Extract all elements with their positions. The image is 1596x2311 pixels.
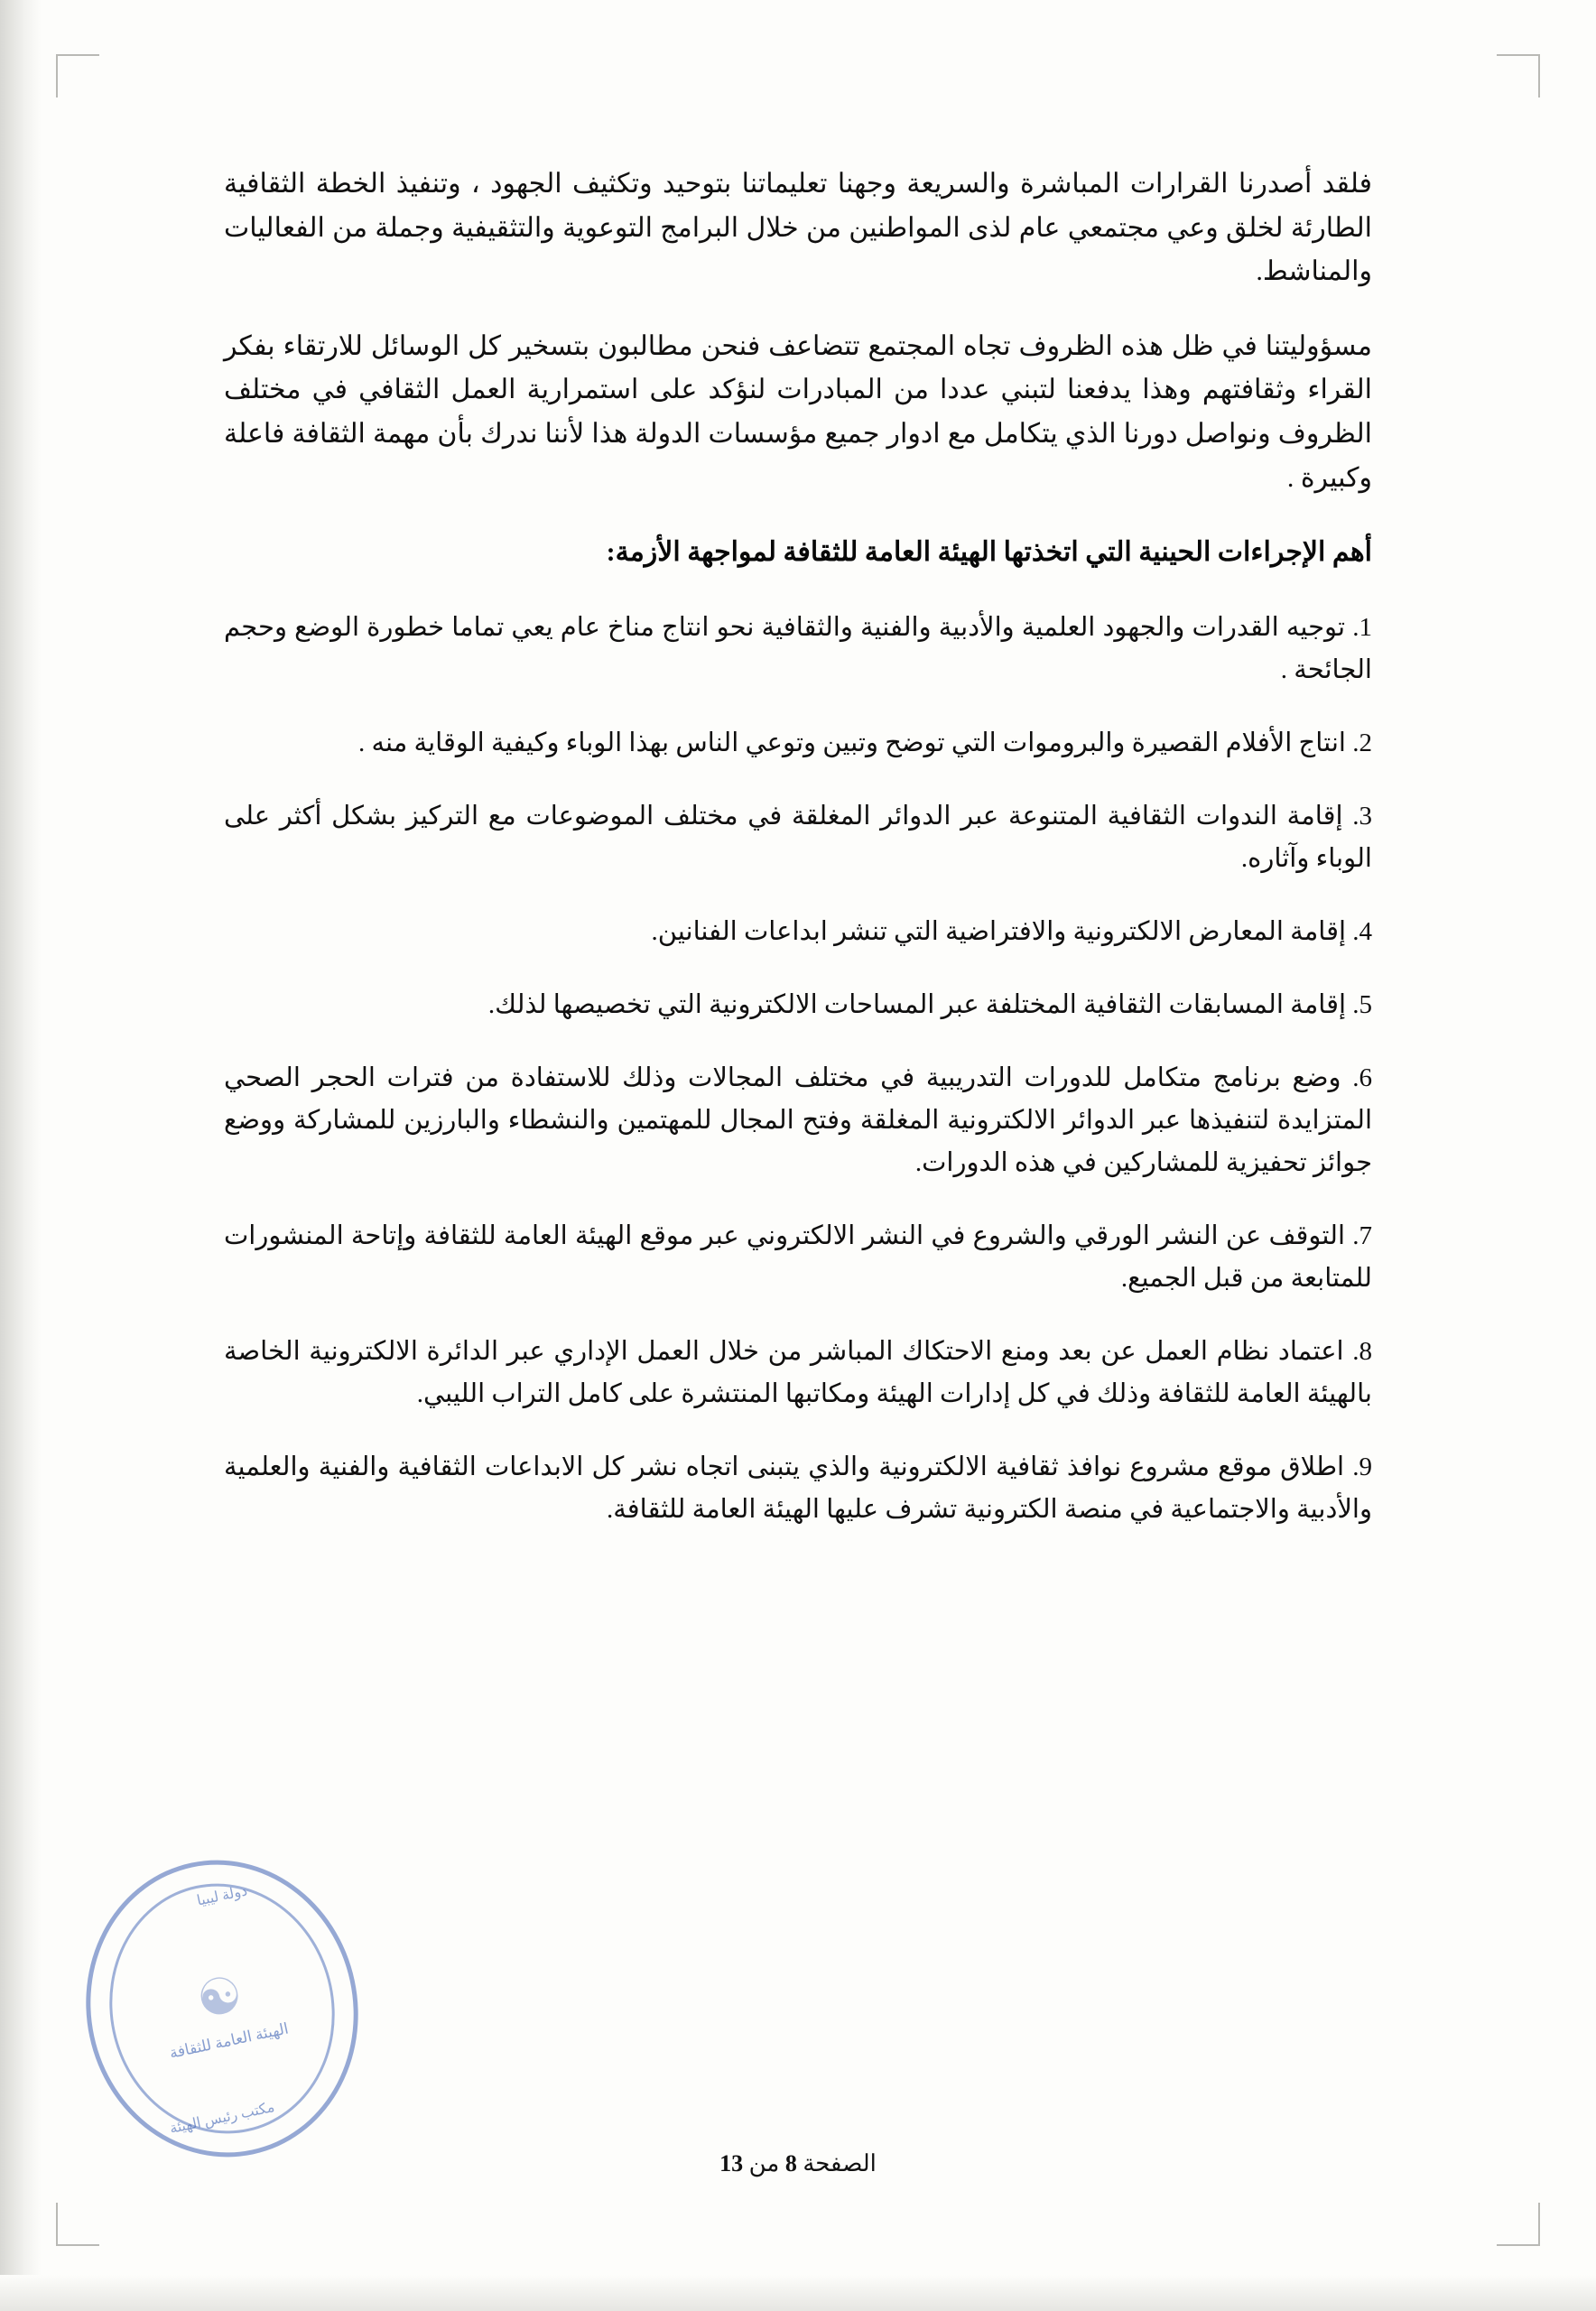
list-item: 3. إقامة الندوات الثقافية المتنوعة عبر الدوائر المغلقة في مختلف الموضوعات مع التركيز بشكل أكثر على الوباء وآثاره. — [224, 802, 1372, 874]
paragraph-1: فلقد أصدرنا القرارات المباشرة والسريعة وجهنا تعليماتنا بتوحيد وتكثيف الجهود ، وتنفيذ الخطة الثقافية الطارئة لخلق وعي مجتمعي عام لذى المواطنين من خلال البرامج التوعوية والتثقيفية وجملة من الفعاليات والمناشط. — [224, 169, 1372, 287]
stamp-center-text: الهيئة العامة للثقافة — [168, 2019, 291, 2063]
list-item: 6. وضع برنامج متكامل للدورات التدريبية في مختلف المجالات وذلك للاستفادة من فترات الحجر الصحي المتزايدة لتنفيذها عبر الدوائر الالكترونية المغلقة وفتح المجال للمهتمين والنشطاء والبارزين للمشاركة ووضع جوائز تحفيزية للمشاركين في هذه الدورات. — [224, 1063, 1372, 1177]
list-item: 4. إقامة المعارض الالكترونية والافتراضية التي تنشر ابداعات الفنانين. — [651, 917, 1372, 946]
crop-mark-top-left — [56, 54, 99, 97]
list-item: 5. إقامة المسابقات الثقافية المختلفة عبر المساحات الالكترونية التي تخصيصها لذلك. — [487, 989, 1372, 1019]
stamp-bottom-text: مكتب رئيس الهيئة — [168, 2099, 276, 2138]
scan-edge-shadow-left — [0, 0, 42, 2311]
list-item: 9. اطلاق موقع مشروع نوافذ ثقافية الالكترونية والذي يتبنى اتجاه نشر كل الابداعات الثقافية والفنية والعلمية والأدبية والاجتماعية في منصة الكترونية تشرف عليها الهيئة العامة للثقافة. — [224, 1452, 1372, 1524]
document-body — [224, 162, 1372, 1562]
crop-mark-bottom-right — [1497, 2203, 1540, 2246]
crop-mark-bottom-left — [56, 2203, 99, 2246]
stamp-inner-ring — [87, 1862, 357, 2154]
list-item: 1. توجيه القدرات والجهود العلمية والأدبية والفنية والثقافية نحو انتاج مناخ عام يعي تماما خطورة الوضع وحجم الجائحة . — [224, 613, 1372, 685]
footer-of-label: من — [748, 2150, 780, 2176]
paragraph-2: مسؤوليتنا في ظل هذه الظروف تجاه المجتمع تتضاعف فنحن مطالبون بتسخير كل الوسائل للارتقاء بفكر القراء وثقافتهم وهذا يدفعنا لتبني عددا من المبادرات لنؤكد على استمرارية العمل الثقافي في مختلف الظروف ونواصل دورنا الذي يتكامل مع ادوار جميع مؤسسات الدولة هذا لأننا ندرك بأن مهمة الثقافة فاعلة وكبيرة . — [224, 330, 1372, 493]
footer-total-pages: 13 — [719, 2150, 744, 2176]
page-footer — [224, 2150, 1372, 2177]
crop-mark-top-right — [1497, 54, 1540, 97]
stamp-center — [59, 1834, 385, 2182]
section-heading: أهم الإجراءات الحينية التي اتخذتها الهيئة العامة للثقافة لمواجهة الأزمة: — [606, 537, 1372, 568]
official-stamp — [87, 1860, 357, 2158]
footer-page-prefix: الصفحة — [803, 2150, 877, 2176]
stamp-top-text: دولة ليبيا — [195, 1883, 249, 1909]
list-item: 2. انتاج الأفلام القصيرة والبروموات التي توضح وتبين وتوعي الناس بهذا الوباء وكيفية الوقاية منه . — [357, 729, 1372, 758]
stamp-outer-ring — [59, 1834, 385, 2182]
measures-list — [224, 607, 1372, 1531]
list-item: 8. اعتماد نظام العمل عن بعد ومنع الاحتكاك المباشر من خلال العمل الإداري عبر الدائرة الالكترونية الخاصة بالهيئة العامة للثقافة وذلك في كل إدارات الهيئة ومكاتبها المنتشرة على كامل التراب الليبي. — [224, 1336, 1372, 1408]
list-item: 7. التوقف عن النشر الورقي والشروع في النشر الالكتروني عبر موقع الهيئة العامة للثقافة وإتاحة المنشورات للمتابعة من قبل الجميع. — [224, 1220, 1372, 1293]
footer-current-page: 8 — [784, 2150, 797, 2176]
stamp-emblem-icon: ☯ — [191, 1965, 248, 2030]
scan-edge-shadow-bottom — [0, 2275, 1596, 2311]
